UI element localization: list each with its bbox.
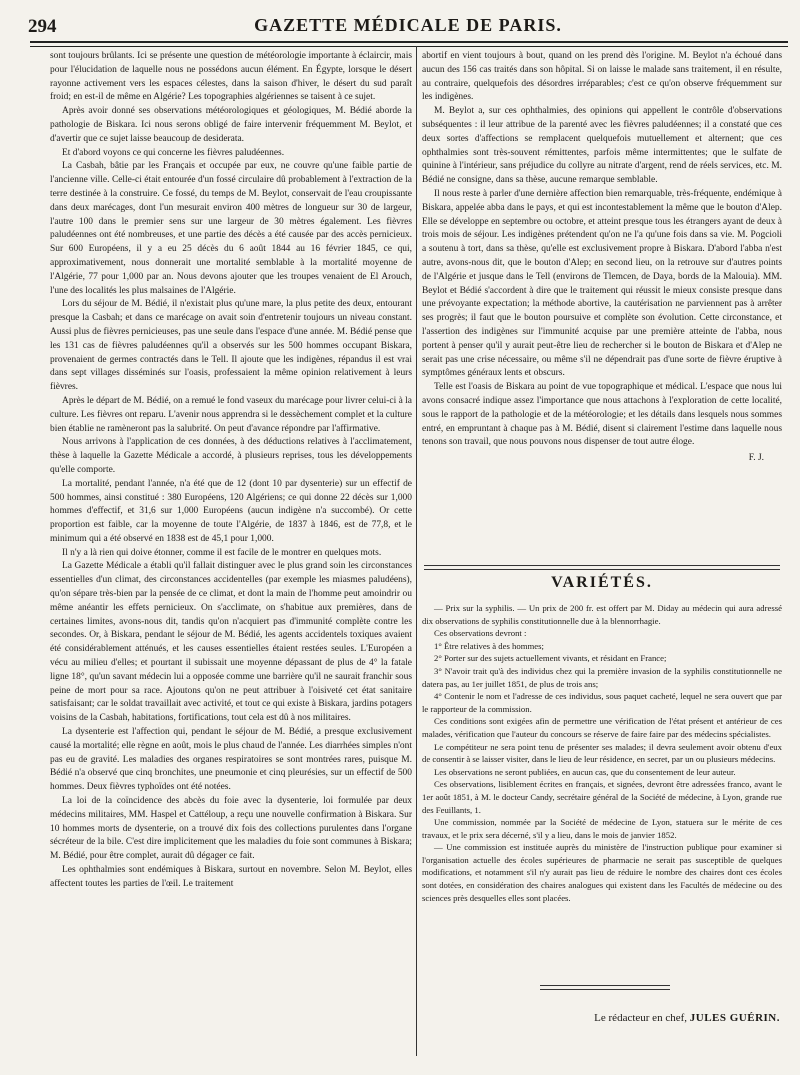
paragraph: abortif en vient toujours à bout, quand on les prend dès l'origine. M. Beylot n'a échoué dans aucun des 156 cas traités dans son hôpital. Si on laisse le malade sans traitement, il en résulte, au contraire, quelquefois des désordres irréparables; c'est ce qu'on observe fréquemment sur les indigènes.	[422, 51, 782, 103]
page-number: 294	[28, 16, 57, 37]
paragraph: Le compétiteur ne sera point tenu de présenter ses malades; il devra seulement avoir obtenu d'eux de consentir à se laisser visiter, dans le lieu de leur résidence, en secret, par un ou plusieurs médecins.	[422, 741, 782, 765]
paragraph: Après le départ de M. Bédié, on a remué le fond vaseux du marécage pour livrer celui-ci à la culture. Les fièvres ont reparu. L'avenir nous apprendra si le dessèchement complet et la culture bien établie ne ramèneront pas la salubrité. On peut d'avance répondre par l'affirmative.	[50, 395, 412, 434]
footer-rule	[540, 985, 670, 990]
left-column	[50, 50, 412, 1055]
paragraph: Il n'y a là rien qui doive étonner, comme il est facile de le montrer en quelques mots.	[62, 547, 382, 558]
column-divider	[416, 46, 417, 1056]
paragraph: Une commission, nommée par la Société de médecine de Lyon, statuera sur le mérite de ces travaux, et le prix sera décerné, s'il y a lieu, dans le mois de janvier 1852.	[422, 817, 782, 840]
paragraph: — Une commission est instituée auprès du ministère de l'instruction publique pour examiner si l'organisation actuelle des écoles supérieures de pharmacie ne serait pas susceptible de quelques modifications, et notamment s'il n'y aurait pas lieu de réduire le nombre des chaires dont ces écoles sont dotées, en considération des chaires analogues qui existent dans les Facultés de médecine ou des sciences près desquelles elles sont placées.	[422, 842, 782, 903]
paragraph: M. Beylot a, sur ces ophthalmies, des opinions qui appellent le contrôle d'observations subséquentes : il leur attribue de la parenté avec les fièvres paludéennes; il a constaté que ces deux sortes d'affections se remplacent quelquefois mutuellement et alternent; que ces ophthalmies sont très-souvent rémittentes, parfois même intermittentes; que le sulfate de quinine à l'intérieur, sans préjudice du collyre au nitrate d'argent, rend de réels services, etc. M. Bédié ne consigne, dans sa thèse, aucune remarque semblable.	[422, 106, 782, 186]
article-signature: F. J.	[748, 453, 764, 464]
paragraph: La Gazette Médicale a établi qu'il fallait distinguer avec le plus grand soin les circonstances essentielles d'un climat, des circonstances accidentelles (par exemple les miasmes paludéens), qu'on sépare très-bien par la pensée de ce climat, et dont la main de l'homme peut amoindrir ou même anéantir les effets pernicieux. On s'acclimate, on s'habitue aux premières, dans de certaines limites, avons-nous dit, tandis qu'on n'acquiert pas d'immunité complète contre les secondes. Or, à Biskara, pendant le séjour de M. Bédié, les agents accidentels toxiques avaient été considérablement atténués, et les causes essentielles étaient restées seules. L'Européen a vécu au milieu d'elles; et pourtant il subissait une moyenne dépassant de plus de 4° la fatale ligne 18°, qu'un savant médecin lui a opposée comme une barrière qu'il ne saurait franchir sous peine de mort pour sa race. Ajoutons qu'on ne peut attribuer à l'oisiveté cet état sanitaire satisfaisant; car le soldat travaillait avec activité, et tout ce qui existe à Biskara, jardins potagers voisins de la Casbah, habitations, fortifications, tout cela est dû à nos militaires.	[50, 561, 412, 724]
editor-name: JULES GUÉRIN.	[689, 1012, 780, 1024]
paragraph: Après avoir donné ses observations météorologiques et géologiques, M. Bédié aborde la pathologie de Biskara. Ici nous serons obligé de faire intervenir fréquemment M. Beylot, et d'avertir que ce sujet laisse beaucoup de desiderata.	[50, 106, 412, 144]
page-header	[28, 12, 788, 40]
paragraph: Nous arrivons à l'application de ces données, à des déductions relatives à l'acclimatement, thèse à laquelle la Gazette Médicale a accordé, à plusieurs reprises, tous les développements qu'elle comporte.	[50, 437, 412, 475]
paragraph: La dysenterie est l'affection qui, pendant le séjour de M. Bédié, a presque exclusivement causé la mortalité; elle règne en août, mois le plus chaud de l'année. Les diarrhées simples n'ont pas eu de gravité. Les maladies des organes respiratoires se sont montrées rares, puisque M. Bédié n'a observé que cinq bronchites, une pneumonie et cinq pleurésies, sur un effectif de 500 hommes. Deux fièvres typhoïdes ont été notées.	[50, 727, 412, 793]
paragraph: Ces observations, lisiblement écrites en français, et signées, devront être adressées franco, avant le 1er août 1851, à M. le docteur Candy, secrétaire général de la Société de médecine, à Lyon, grande rue des Feuillants, 1.	[422, 779, 782, 815]
paragraph: — Prix sur la syphilis. — Un prix de 200 fr. est offert par M. Diday au médecin qui aura adressé dix observations de syphilis constitutionnelle due à la blennorrhagie.	[422, 603, 782, 626]
paragraph: Ces observations devront :	[434, 628, 527, 639]
paragraph: Et d'abord voyons ce qui concerne les fièvres paludéennes.	[62, 147, 285, 158]
list-item: 3° N'avoir trait qu'à des individus chez qui la première invasion de la syphilis constitutionnelle ne datera pas, au 1er juillet 1851, de plus de trois ans;	[422, 665, 782, 689]
paragraph: Telle est l'oasis de Biskara au point de vue topographique et médical. L'espace que nous lui avons consacré indique assez l'importance que nous attachons à l'exploration de cette localité, sous le rapport de la pathologie et de la météorologie; et les détails dans lesquels nous sommes entré, en empruntant à chaque pas à M. Bédié, disent si clairement l'estime dans laquelle nous tenons son travail, que nous pouvons nous dispenser de tout autre éloge.	[422, 382, 782, 448]
journal-title: GAZETTE MÉDICALE DE PARIS.	[254, 15, 562, 35]
paragraph: Ces conditions sont exigées afin de permettre une vérification de l'état présent et antérieur de ces malades, vérification que l'auteur du concours se réserve de faire faire par des médecins spécialistes.	[422, 716, 782, 739]
editor-prefix: Le rédacteur en chef,	[594, 1012, 687, 1024]
list-item: 1° Être relatives à des hommes;	[434, 640, 544, 651]
paragraph: Il nous reste à parler d'une dernière affection bien remarquable, très-fréquente, endémique à Biskara, appelée abba dans le pays, et qui est incontestablement la même que le bouton d'Alep. Elle se développe en septembre ou octobre, et atteint presque tous les étrangers ayant de deux à trois mois de séjour. Les indigènes prétendent qu'on ne l'a qu'une fois dans sa vie. M. Pogcioli a soutenu à tort, dans sa thèse, qu'elle est exclusivement propre à Biskara. D'abord l'abba n'est autre, avons-nous dit, que le bouton d'Alep; en second lieu, on la retrouve sur d'autres points de l'Algérie et jusque dans le Tell (environs de Tlemcen, de Daya, bords de la Malouia). MM. Beylot et Bédié s'accordent à dire que le traitement qui réussit le mieux consiste presque dans une prévoyante expectation; la méthode abortive, la cautérisation ne parviennent pas à arrêter ses progrès; il faut que le bouton poursuive et complète son évolution. Cette circonstance, et l'assertion des indigènes sur l'immunité acquise par une première atteinte de l'abba, nous portent à penser qu'il y aurait peut-être lieu de rechercher si le bouton de Biskara et d'Alep ne serait pas une crise nécessaire, ou même s'il ne dépendrait pas d'une sorte de fièvre éruptive à symptômes généraux lents et obscurs.	[422, 188, 782, 379]
paragraph: Les ophthalmies sont endémiques à Biskara, surtout en novembre. Selon M. Beylot, elles affectent toutes les parties de l'œil. Le traitement	[50, 865, 412, 889]
paragraph: Lors du séjour de M. Bédié, il n'existait plus qu'une mare, la plus petite des deux, entourant presque la Casbah; et dans ce marécage on avait soin d'entretenir toujours un niveau constant. Aussi plus de fièvres pernicieuses, pas une seule dans l'espace d'une année. M. Bédié pense que les 131 cas de fièvres paludéennes qu'il a observés sur les 500 hommes occupant Biskara, provenaient de germes contractés dans le Tell. Il ajoute que les indigènes, répandus il est vrai dans sept villages disséminés sur l'oasis, professaient la même opinion relativement à leurs fièvres.	[50, 299, 412, 393]
varietes-heading: VARIÉTÉS.	[551, 574, 653, 591]
paragraph: Les observations ne seront publiées, en aucun cas, que du consentement de leur auteur.	[434, 766, 736, 777]
paragraph: La mortalité, pendant l'année, n'a été que de 12 (dont 10 par dysenterie) sur un effectif de 500 hommes, ainsi constitué : 380 Européens, 120 Algériens; ce qui donne 22 décès sur 1,000 hommes d'effectif, et 31,6 sur 1,000 Européens (aucun indigène n'a succombé). Or cette proportion est faible, car la moyenne de toute l'Algérie, de 1837 à 1846, est de 77,8, et le minimum qui a été observé en 1838 est de 45,1 pour 1,000.	[50, 478, 412, 544]
list-item: 2° Porter sur des sujets actuellement vivants, et résidant en France;	[434, 653, 667, 664]
paragraph: La Casbah, bâtie par les Français et occupée par eux, ne couvre qu'une faible partie de l'ancienne ville. Celle-ci était entourée d'un fossé circulaire dû probablement à l'extraction de la terre destinée à la construire. Ce fossé, du temps de M. Beylot, conservait de l'eau croupissante dans deux marécages, dont l'un mesurait environ 400 mètres de longueur sur 30 de largeur, l'autre 100 dans le premier sens sur une largeur de 30 mètres également. Les fièvres paludéennes ont été nombreuses, et une partie des décès a été causée par des accès pernicieux. Sur 600 Européens, il y a eu 25 décès du 6 août 1844 au 16 février 1845, ce qui, approximativement, nous donnerait une mortalité semblable à la mortalité moyenne de l'Algérie, 77 pour 1,000 par an. Nous devons ajouter que les troupes venaient de El Arouch, l'une des localités les plus malsaines de l'Algérie.	[50, 161, 412, 296]
header-rule	[30, 41, 788, 47]
right-column-article	[422, 50, 782, 562]
varietes-section	[422, 602, 782, 957]
section-rule	[424, 565, 780, 570]
list-item: 4° Contenir le nom et l'adresse de ces individus, sous paquet cacheté, lequel ne sera ouvert que par le rapporteur de la commission.	[422, 691, 782, 714]
paragraph: La loi de la coïncidence des abcès du foie avec la dysenterie, loi formulée par deux médecins militaires, MM. Haspel et Cattéloup, a reçu une nouvelle confirmation à Biskara. Sur 10 hommes morts de dysenterie, on a trouvé dix fois des collections purulentes dans l'organe sécréteur de la bile. C'est dire implicitement que les maladies du foie sont communes à Biskara; M. Bédié, pour être complet, aurait dû dégager ce fait.	[50, 796, 412, 862]
editor-line	[422, 1012, 780, 1024]
paragraph: sont toujours brûlants. Ici se présente une question de météorologie importante à éclaircir, mais pour l'élucidation de laquelle nous ne possédons aucun élément. En Égypte, lorsque le désert rayonne activement vers les espaces célestes, dans la saison d'hiver, le désert du sud paraît froid; en est-il de même en Algérie? Les topographies algériennes se taisent à ce sujet.	[50, 51, 412, 103]
